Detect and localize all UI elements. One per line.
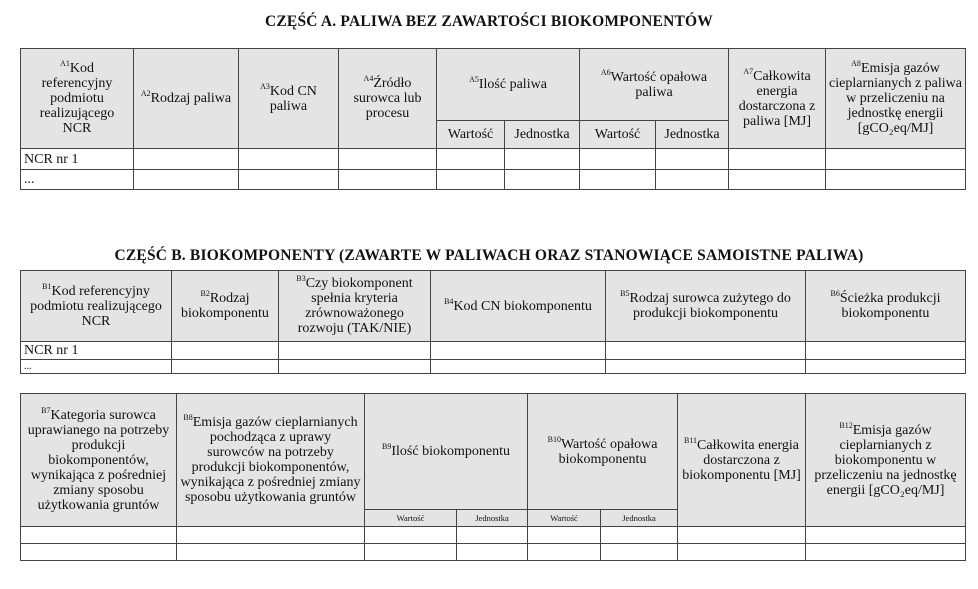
header-b8: $^{B8}$Emisja gazów cieplarnianych pochodząca z uprawy surowców na potrzeby produkcji biokomponentów, wynikająca z pośredniej zmiany sposobu użytkowania gruntów	[177, 394, 365, 527]
header-b4: $^{B4}$Kod CN biokomponentu	[431, 271, 606, 342]
row-label: ...	[21, 170, 134, 190]
header-b2: $^{B2}$Rodzaj biokomponentu	[172, 271, 279, 342]
table-row	[21, 544, 966, 561]
table-cell[interactable]	[172, 342, 279, 360]
table-cell[interactable]	[339, 170, 437, 190]
table-cell[interactable]	[172, 360, 279, 374]
header-a6: $^{A6}$Wartość opałowa paliwa	[580, 49, 729, 121]
table-cell[interactable]	[806, 544, 966, 561]
subheader-b9-value: Wartość	[365, 510, 457, 527]
table-cell[interactable]	[437, 170, 505, 190]
table-cell[interactable]	[729, 149, 826, 170]
table-cell[interactable]	[678, 527, 806, 544]
table-cell[interactable]	[457, 527, 528, 544]
table-cell[interactable]	[21, 527, 177, 544]
subheader-a5-value: Wartość	[437, 121, 505, 149]
header-b7: $^{B7}$Kategoria surowca uprawianego na potrzeby produkcji biokomponentów, wynikająca z pośredniej zmiany sposobu użytkowania gruntów	[21, 394, 177, 527]
table-cell[interactable]	[528, 527, 601, 544]
table-cell[interactable]	[365, 527, 457, 544]
header-b9: $^{B9}$Ilość biokomponentu	[365, 394, 528, 510]
table-cell[interactable]	[177, 544, 365, 561]
subheader-b10-value: Wartość	[528, 510, 601, 527]
header-a3: $^{A3}$Kod CN paliwa	[239, 49, 339, 149]
row-label: NCR nr 1	[21, 149, 134, 170]
header-a2: $^{A2}$Rodzaj paliwa	[134, 49, 239, 149]
header-b1: $^{B1}$Kod referencyjny podmiotu realizującego NCR	[21, 271, 172, 342]
section-a-title: CZĘŚĆ A. PALIWA BEZ ZAWARTOŚCI BIOKOMPONENTÓW	[264, 13, 713, 30]
table-cell[interactable]	[239, 170, 339, 190]
header-b3: $^{B3}$Czy biokomponent spełnia kryteria zrównoważonego rozwoju (TAK/NIE)	[279, 271, 431, 342]
table-row	[21, 170, 966, 190]
header-b10: $^{B10}$Wartość opałowa biokomponentu	[528, 394, 678, 510]
table-cell[interactable]	[431, 342, 606, 360]
table-cell[interactable]	[505, 170, 580, 190]
header-a5: $^{A5}$Ilość paliwa	[437, 49, 580, 121]
table-part-b1	[20, 270, 966, 374]
table-cell[interactable]	[528, 544, 601, 561]
table-cell[interactable]	[365, 544, 457, 561]
table-cell[interactable]	[580, 170, 656, 190]
table-cell[interactable]	[134, 170, 239, 190]
table-cell[interactable]	[239, 149, 339, 170]
table-cell[interactable]	[279, 360, 431, 374]
subheader-a6-unit: Jednostka	[656, 121, 729, 149]
table-row	[21, 360, 966, 374]
header-a7: $^{A7}$Całkowita energia dostarczona z paliwa [MJ]	[729, 49, 826, 149]
table-cell[interactable]	[656, 149, 729, 170]
table-cell[interactable]	[806, 342, 966, 360]
table-cell[interactable]	[601, 527, 678, 544]
table-cell[interactable]	[678, 544, 806, 561]
table-row	[21, 342, 966, 360]
row-label: NCR nr 1	[21, 342, 172, 360]
table-cell[interactable]	[729, 170, 826, 190]
table-cell[interactable]	[431, 360, 606, 374]
table-cell[interactable]	[601, 544, 678, 561]
header-b11: $^{B11}$Całkowita energia dostarczona z biokomponentu [MJ]	[678, 394, 806, 527]
table-cell[interactable]	[806, 527, 966, 544]
header-b12: $^{B12}$Emisja gazów cieplarnianych z biokomponentu w przeliczeniu na jednostkę energii [gCO₂eq/MJ]	[806, 394, 966, 527]
table-cell[interactable]	[339, 149, 437, 170]
section-b-title: CZĘŚĆ B. BIOKOMPONENTY (ZAWARTE W PALIWACH ORAZ STANOWIĄCE SAMOISTNE PALIWA)	[114, 247, 864, 264]
table-cell[interactable]	[606, 342, 806, 360]
table-row	[21, 527, 966, 544]
table-cell[interactable]	[21, 544, 177, 561]
table-cell[interactable]	[457, 544, 528, 561]
table-cell[interactable]	[437, 149, 505, 170]
table-cell[interactable]	[826, 149, 966, 170]
table-cell[interactable]	[656, 170, 729, 190]
subheader-a6-value: Wartość	[580, 121, 656, 149]
subheader-a5-unit: Jednostka	[505, 121, 580, 149]
header-b5: $^{B5}$Rodzaj surowca zużytego do produkcji biokomponentu	[606, 271, 806, 342]
table-cell[interactable]	[580, 149, 656, 170]
table-cell[interactable]	[606, 360, 806, 374]
row-label: ...	[21, 360, 172, 374]
table-cell[interactable]	[505, 149, 580, 170]
table-part-a	[20, 48, 966, 190]
table-cell[interactable]	[134, 149, 239, 170]
subheader-b10-unit: Jednostka	[601, 510, 678, 527]
header-b6: $^{B6}$Ścieżka produkcji biokomponentu	[806, 271, 966, 342]
table-cell[interactable]	[177, 527, 365, 544]
table-cell[interactable]	[806, 360, 966, 374]
table-cell[interactable]	[279, 342, 431, 360]
header-a8: $^{A8}$Emisja gazów cieplarnianych z paliwa w przeliczeniu na jednostkę energii [gCO₂eq/MJ]	[826, 49, 966, 149]
header-a4: $^{A4}$Źródło surowca lub procesu	[339, 49, 437, 149]
table-row	[21, 149, 966, 170]
subheader-b9-unit: Jednostka	[457, 510, 528, 527]
table-cell[interactable]	[826, 170, 966, 190]
header-a1: $^{A1}$Kod referencyjny podmiotu realizującego NCR	[21, 49, 134, 149]
table-part-b2	[20, 393, 966, 561]
